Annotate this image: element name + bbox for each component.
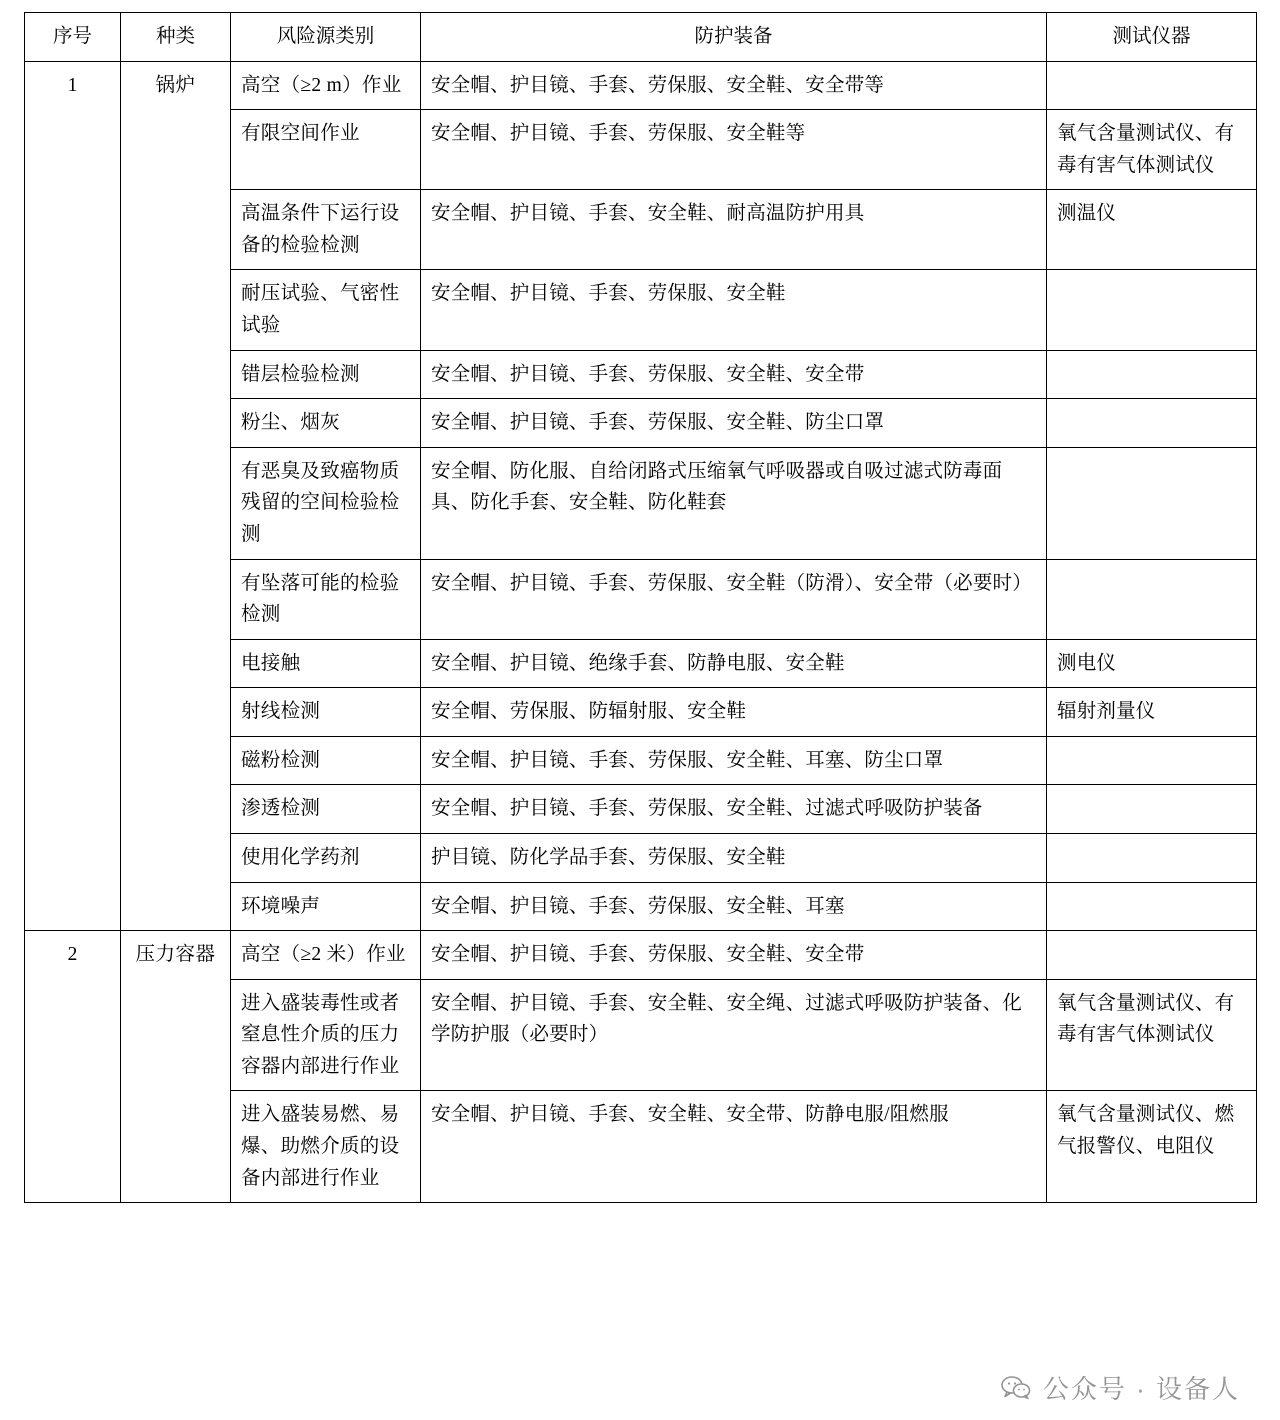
risk-category-cell: 有坠落可能的检验检测 [231, 559, 421, 639]
table-row [25, 61, 1257, 110]
risk-category-cell: 射线检测 [231, 688, 421, 737]
risk-category-cell: 错层检验检测 [231, 350, 421, 399]
protective-equipment-cell: 安全帽、护目镜、手套、劳保服、安全鞋（防滑）、安全带（必要时） [421, 559, 1047, 639]
protective-equipment-cell: 安全帽、劳保服、防辐射服、安全鞋 [421, 688, 1047, 737]
group-no-cell: 2 [25, 931, 121, 1203]
test-instrument-cell [1047, 736, 1257, 785]
risk-category-cell: 电接触 [231, 639, 421, 688]
watermark-text: 公众号 · 设备人 [1042, 1374, 1240, 1404]
column-header-protective-equipment: 防护装备 [421, 13, 1047, 62]
risk-category-cell: 高空（≥2 米）作业 [231, 931, 421, 980]
risk-category-cell: 粉尘、烟灰 [231, 399, 421, 448]
test-instrument-cell [1047, 559, 1257, 639]
risk-protection-table [24, 12, 1257, 1203]
test-instrument-cell: 氧气含量测试仪、有毒有害气体测试仪 [1047, 979, 1257, 1091]
table-row [25, 931, 1257, 980]
risk-category-cell: 进入盛装易燃、易爆、助燃介质的设备内部进行作业 [231, 1091, 421, 1203]
watermark [1001, 1369, 1240, 1406]
column-header-risk-category: 风险源类别 [231, 13, 421, 62]
column-header-no: 序号 [25, 13, 121, 62]
group-no-cell: 1 [25, 61, 121, 931]
test-instrument-cell: 氧气含量测试仪、燃气报警仪、电阻仪 [1047, 1091, 1257, 1203]
table-header-row [25, 13, 1257, 62]
test-instrument-cell [1047, 350, 1257, 399]
test-instrument-cell [1047, 270, 1257, 350]
test-instrument-cell: 测温仪 [1047, 190, 1257, 270]
protective-equipment-cell: 护目镜、防化学品手套、劳保服、安全鞋 [421, 833, 1047, 882]
wechat-icon [1001, 1375, 1031, 1401]
test-instrument-cell [1047, 833, 1257, 882]
protective-equipment-cell: 安全帽、防化服、自给闭路式压缩氧气呼吸器或自吸过滤式防毒面具、防化手套、安全鞋、防化鞋套 [421, 447, 1047, 559]
test-instrument-cell: 氧气含量测试仪、有毒有害气体测试仪 [1047, 110, 1257, 190]
group-type-cell: 压力容器 [121, 931, 231, 1203]
protective-equipment-cell: 安全帽、护目镜、手套、安全鞋、安全绳、过滤式呼吸防护装备、化学防护服（必要时） [421, 979, 1047, 1091]
risk-category-cell: 环境噪声 [231, 882, 421, 931]
test-instrument-cell [1047, 882, 1257, 931]
test-instrument-cell [1047, 399, 1257, 448]
risk-category-cell: 耐压试验、气密性试验 [231, 270, 421, 350]
risk-category-cell: 进入盛装毒性或者窒息性介质的压力容器内部进行作业 [231, 979, 421, 1091]
test-instrument-cell [1047, 931, 1257, 980]
risk-category-cell: 渗透检测 [231, 785, 421, 834]
protective-equipment-cell: 安全帽、护目镜、绝缘手套、防静电服、安全鞋 [421, 639, 1047, 688]
protective-equipment-cell: 安全帽、护目镜、手套、劳保服、安全鞋、过滤式呼吸防护装备 [421, 785, 1047, 834]
test-instrument-cell: 辐射剂量仪 [1047, 688, 1257, 737]
test-instrument-cell [1047, 447, 1257, 559]
risk-category-cell: 有恶臭及致癌物质残留的空间检验检测 [231, 447, 421, 559]
risk-category-cell: 磁粉检测 [231, 736, 421, 785]
protective-equipment-cell: 安全帽、护目镜、手套、安全鞋、安全带、防静电服/阻燃服 [421, 1091, 1047, 1203]
test-instrument-cell [1047, 61, 1257, 110]
table-body [25, 61, 1257, 1203]
risk-category-cell: 使用化学药剂 [231, 833, 421, 882]
risk-category-cell: 有限空间作业 [231, 110, 421, 190]
protective-equipment-cell: 安全帽、护目镜、手套、劳保服、安全鞋、耳塞 [421, 882, 1047, 931]
protective-equipment-cell: 安全帽、护目镜、手套、劳保服、安全鞋、防尘口罩 [421, 399, 1047, 448]
test-instrument-cell [1047, 785, 1257, 834]
table-header [25, 13, 1257, 62]
column-header-test-instrument: 测试仪器 [1047, 13, 1257, 62]
group-type-cell: 锅炉 [121, 61, 231, 931]
protective-equipment-cell: 安全帽、护目镜、手套、劳保服、安全鞋等 [421, 110, 1047, 190]
risk-category-cell: 高温条件下运行设备的检验检测 [231, 190, 421, 270]
risk-category-cell: 高空（≥2 m）作业 [231, 61, 421, 110]
protective-equipment-cell: 安全帽、护目镜、手套、劳保服、安全鞋、安全带等 [421, 61, 1047, 110]
protective-equipment-cell: 安全帽、护目镜、手套、劳保服、安全鞋、安全带 [421, 350, 1047, 399]
protective-equipment-cell: 安全帽、护目镜、手套、劳保服、安全鞋、耳塞、防尘口罩 [421, 736, 1047, 785]
protective-equipment-cell: 安全帽、护目镜、手套、劳保服、安全鞋 [421, 270, 1047, 350]
protective-equipment-cell: 安全帽、护目镜、手套、安全鞋、耐高温防护用具 [421, 190, 1047, 270]
protective-equipment-cell: 安全帽、护目镜、手套、劳保服、安全鞋、安全带 [421, 931, 1047, 980]
column-header-type: 种类 [121, 13, 231, 62]
test-instrument-cell: 测电仪 [1047, 639, 1257, 688]
